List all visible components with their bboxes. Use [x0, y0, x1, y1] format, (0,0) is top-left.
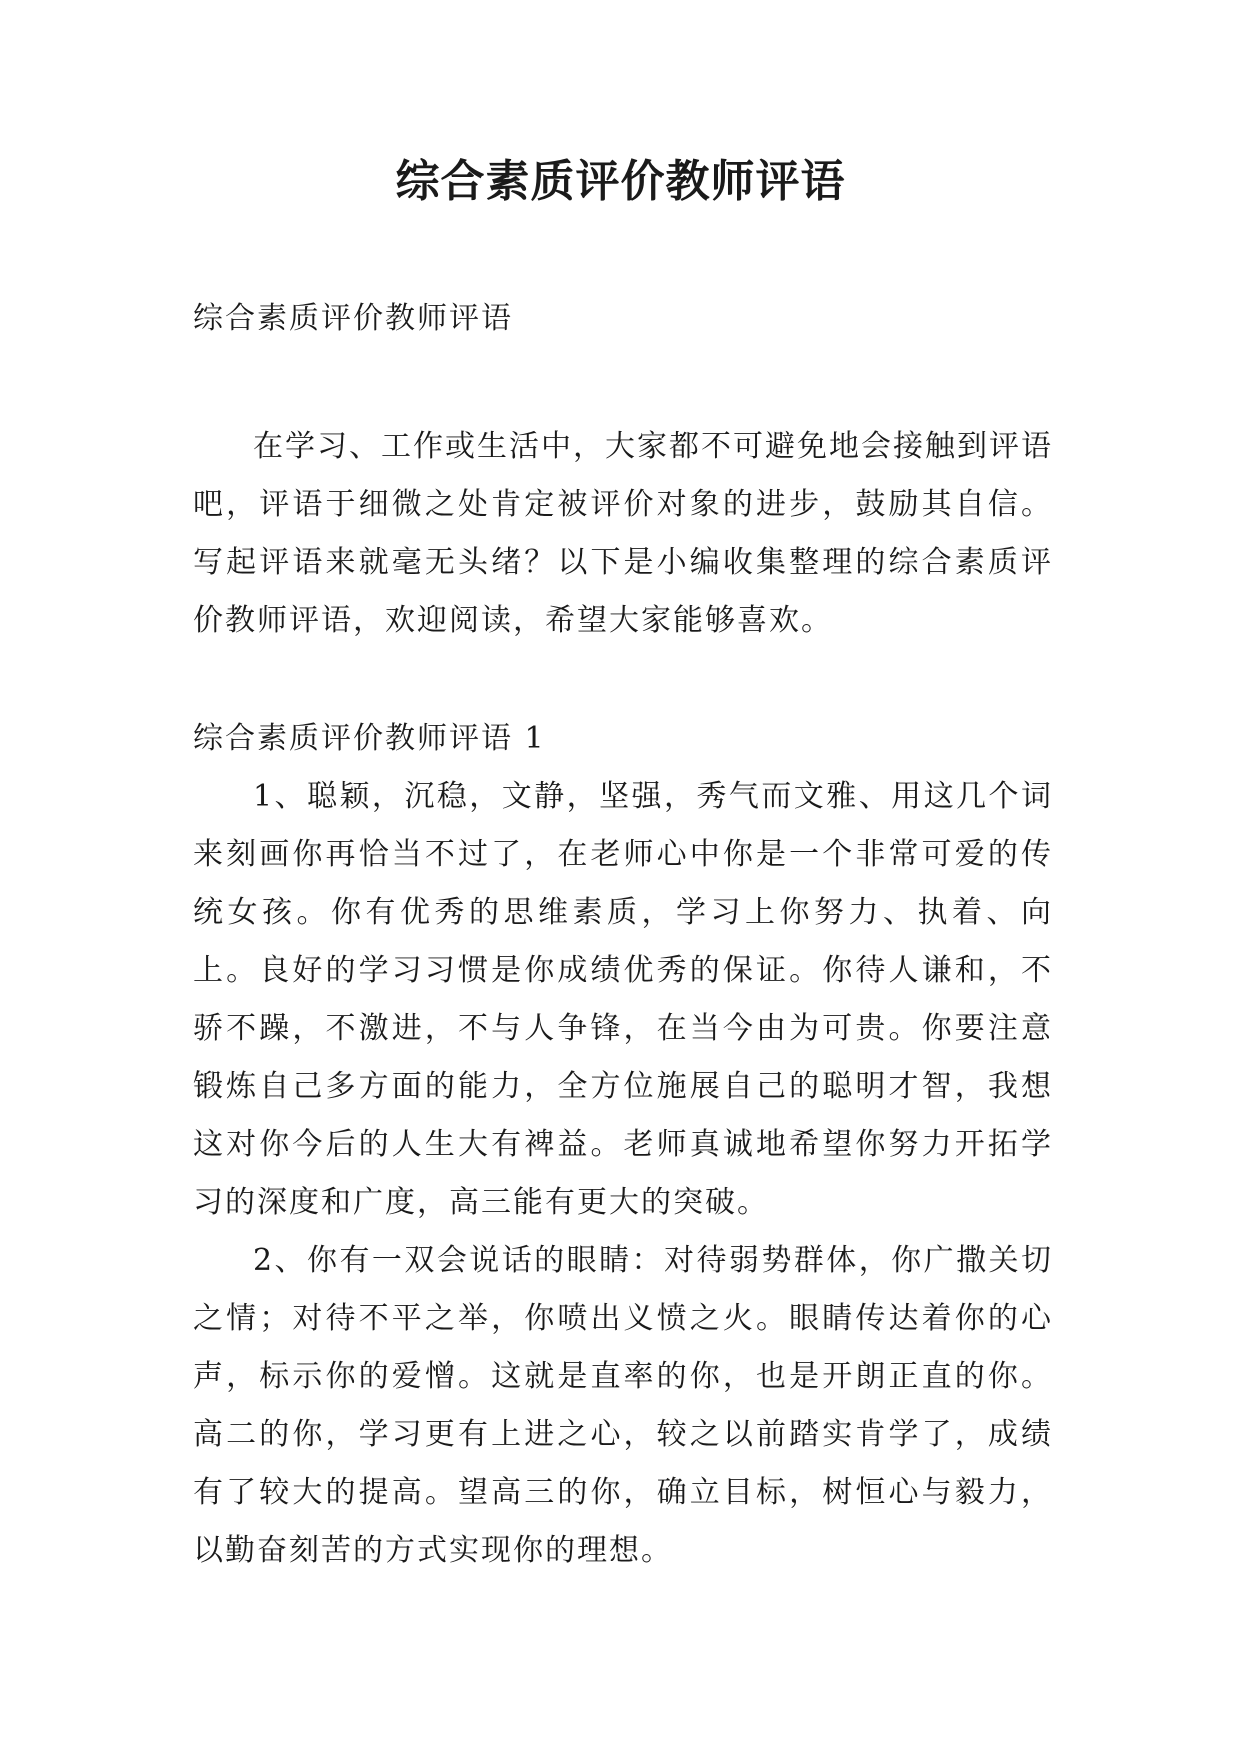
- document-subtitle: 综合素质评价教师评语: [193, 301, 513, 336]
- spacer: [193, 348, 1053, 418]
- spacer: [193, 650, 1053, 710]
- comment-item-2: 2、你有一双会说话的眼睛：对待弱势群体，你广撒关切之情；对待不平之举，你喷出义愤之火。眼睛传达着你的心声，标示你的爱憎。这就是直率的你，也是开朗正直的你。高二的你，学习更有上进之心，较之以前踏实肯学了，成绩有了较大的提高。望高三的你，确立目标，树恒心与毅力，以勤奋刻苦的方式实现你的理想。: [193, 1243, 1053, 1568]
- section-heading: 综合素质评价教师评语 1: [193, 721, 546, 756]
- document-title: 综合素质评价教师评语: [395, 156, 846, 207]
- intro-paragraph: 在学习、工作或生活中，大家都不可避免地会接触到评语吧，评语于细微之处肯定被评价对象的进步，鼓励其自信。写起评语来就毫无头绪？以下是小编收集整理的综合素质评价教师评语，欢迎阅读，希望大家能够喜欢。: [193, 429, 1053, 638]
- comment-item-1: 1、聪颖，沉稳，文静，坚强，秀气而文雅、用这几个词来刻画你再恰当不过了，在老师心中你是一个非常可爱的传统女孩。你有优秀的思维素质，学习上你努力、执着、向上。良好的学习习惯是你成绩优秀的保证。你待人谦和，不骄不躁，不激进，不与人争锋，在当今由为可贵。你要注意锻炼自己多方面的能力，全方位施展自己的聪明才智，我想这对你今后的人生大有裨益。老师真诚地希望你努力开拓学习的深度和广度，高三能有更大的突破。: [193, 779, 1053, 1220]
- document-body: [193, 290, 1053, 1580]
